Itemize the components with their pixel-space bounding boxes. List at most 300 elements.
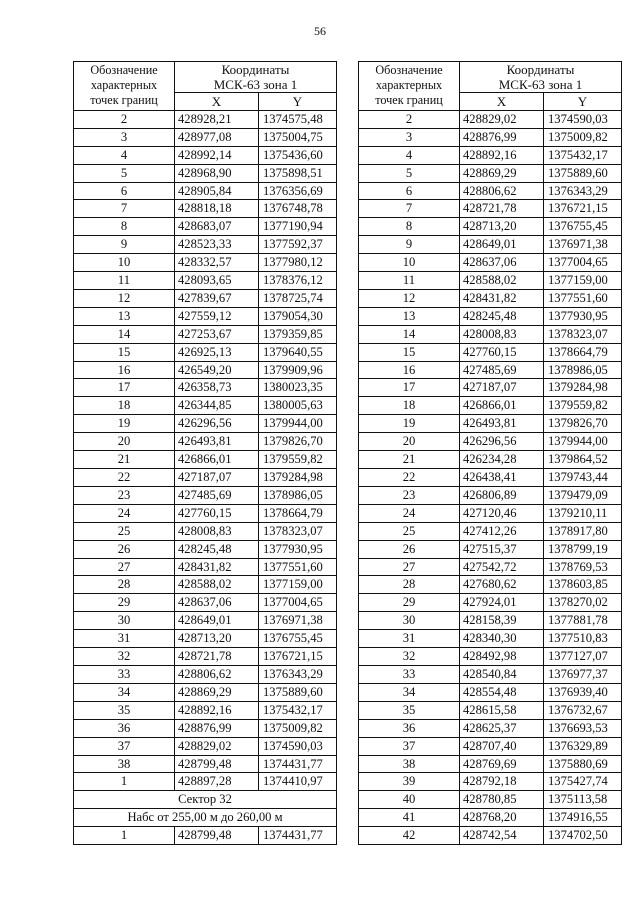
point-number: 23 [74,486,175,504]
x-value: 428792,18 [460,773,544,791]
table-row [74,540,337,558]
point-number: 32 [359,648,460,666]
table-row [359,236,622,254]
table-row [74,236,337,254]
point-number: 33 [359,665,460,683]
point-number: 6 [359,182,460,200]
point-number: 26 [74,540,175,558]
y-value: 1379944,00 [544,433,622,451]
table-row [359,630,622,648]
point-number: 30 [74,612,175,630]
table-row [359,737,622,755]
point-number: 26 [359,540,460,558]
y-value: 1377881,78 [544,612,622,630]
x-value: 426234,28 [460,451,544,469]
y-value: 1378270,02 [544,594,622,612]
table-row [359,755,622,773]
table-row [74,397,337,415]
y-value: 1375898,51 [259,164,337,182]
point-number: 4 [359,146,460,164]
y-value: 1374575,48 [259,110,337,128]
table-row [359,272,622,290]
x-value: 427924,01 [460,594,544,612]
y-value: 1377004,65 [544,254,622,272]
x-value: 428768,20 [460,809,544,827]
y-value: 1376755,45 [544,218,622,236]
point-number: 32 [74,648,175,666]
left-table-body [74,110,337,844]
x-value: 428721,78 [175,648,259,666]
x-value: 428897,28 [175,773,259,791]
x-value: 427760,15 [460,343,544,361]
x-value: 427559,12 [175,307,259,325]
header-x: X [175,93,259,111]
table-row [359,827,622,845]
y-value: 1377930,95 [259,540,337,558]
y-value: 1378664,79 [544,343,622,361]
y-value: 1379284,98 [544,379,622,397]
table-row [74,612,337,630]
point-number: 42 [359,827,460,845]
x-value: 428799,48 [175,755,259,773]
x-value: 428806,62 [175,665,259,683]
point-number: 16 [74,361,175,379]
table-row [359,648,622,666]
point-number: 31 [359,630,460,648]
point-number: 3 [74,128,175,146]
x-value: 427760,15 [175,504,259,522]
table-row [74,218,337,236]
x-value: 428780,85 [460,791,544,809]
point-number: 1 [74,827,175,845]
x-value: 428637,06 [175,594,259,612]
x-value: 426358,73 [175,379,259,397]
y-value: 1379864,52 [544,451,622,469]
point-number: 31 [74,630,175,648]
y-value: 1379640,55 [259,343,337,361]
point-number: 14 [74,325,175,343]
point-number: 19 [359,415,460,433]
point-number: 16 [359,361,460,379]
x-value: 428876,99 [175,719,259,737]
y-value: 1379944,00 [259,415,337,433]
table-row [359,254,622,272]
table-row [359,791,622,809]
table-row [359,379,622,397]
y-value: 1375432,17 [259,701,337,719]
x-value: 427839,67 [175,289,259,307]
x-value: 428245,48 [460,307,544,325]
y-value: 1379826,70 [259,433,337,451]
point-number: 37 [359,737,460,755]
y-value: 1376732,67 [544,701,622,719]
y-value: 1375004,75 [259,128,337,146]
point-number: 9 [359,236,460,254]
point-number: 34 [74,683,175,701]
table-row [74,469,337,487]
y-value: 1378323,07 [544,325,622,343]
point-number: 11 [359,272,460,290]
x-value: 426438,41 [460,469,544,487]
table-row [74,683,337,701]
y-value: 1378725,74 [259,289,337,307]
x-value: 428588,02 [175,576,259,594]
table-row [74,558,337,576]
point-number: 11 [74,272,175,290]
x-value: 428649,01 [175,612,259,630]
x-value: 428431,82 [175,558,259,576]
header-x: X [460,93,544,111]
x-value: 428008,83 [175,522,259,540]
y-value: 1374431,77 [259,827,337,845]
point-number: 35 [359,701,460,719]
table-row [359,164,622,182]
table-row [74,755,337,773]
header-points-label: Обозначение характерных точек границ [359,62,460,111]
point-number: 17 [74,379,175,397]
point-number: 25 [74,522,175,540]
x-value: 428905,84 [175,182,259,200]
y-value: 1375436,60 [259,146,337,164]
y-value: 1374590,03 [259,737,337,755]
x-value: 428892,16 [175,701,259,719]
y-value: 1377127,07 [544,648,622,666]
x-value: 426806,89 [460,486,544,504]
x-value: 428637,06 [460,254,544,272]
point-number: 8 [359,218,460,236]
table-row [359,576,622,594]
table-row [74,648,337,666]
x-value: 428158,39 [460,612,544,630]
table-row [359,128,622,146]
y-value: 1378376,12 [259,272,337,290]
y-value: 1376721,15 [259,648,337,666]
table-row [359,307,622,325]
table-row [359,809,622,827]
y-value: 1379559,82 [259,451,337,469]
y-value: 1376971,38 [259,612,337,630]
table-row [74,182,337,200]
point-number: 18 [359,397,460,415]
table-row [359,701,622,719]
y-value: 1379054,30 [259,307,337,325]
point-number: 35 [74,701,175,719]
y-value: 1375432,17 [544,146,622,164]
x-value: 428829,02 [460,110,544,128]
x-value: 428683,07 [175,218,259,236]
range-label-cell: Набс от 255,00 м до 260,00 м [74,809,337,827]
x-value: 428977,08 [175,128,259,146]
table-row [74,289,337,307]
point-number: 1 [74,773,175,791]
point-number: 19 [74,415,175,433]
x-value: 428713,20 [460,218,544,236]
x-value: 428340,30 [460,630,544,648]
table-row [359,325,622,343]
x-value: 426866,01 [460,397,544,415]
x-value: 428892,16 [460,146,544,164]
x-value: 428713,20 [175,630,259,648]
x-value: 427412,26 [460,522,544,540]
y-value: 1376721,15 [544,200,622,218]
table-row [359,594,622,612]
y-value: 1377004,65 [259,594,337,612]
point-number: 12 [359,289,460,307]
point-number: 18 [74,397,175,415]
y-value: 1379359,85 [259,325,337,343]
x-value: 427187,07 [460,379,544,397]
table-row [74,433,337,451]
table-row [359,182,622,200]
x-value: 428742,54 [460,827,544,845]
point-number: 30 [359,612,460,630]
point-number: 15 [359,343,460,361]
x-value: 428992,14 [175,146,259,164]
point-number: 27 [359,558,460,576]
y-value: 1378799,19 [544,540,622,558]
y-value: 1378664,79 [259,504,337,522]
x-value: 428245,48 [175,540,259,558]
header-coordinates: Координаты МСК-63 зона 1 [460,62,622,93]
point-number: 24 [359,504,460,522]
point-number: 2 [74,110,175,128]
point-number: 14 [359,325,460,343]
table-row [359,683,622,701]
table-row [74,415,337,433]
table-row [359,504,622,522]
point-number: 10 [359,254,460,272]
point-number: 23 [359,486,460,504]
y-value: 1374702,50 [544,827,622,845]
table-row [74,827,337,845]
x-value: 428649,01 [460,236,544,254]
table-row [74,307,337,325]
table-row [74,379,337,397]
point-number: 4 [74,146,175,164]
y-value: 1376971,38 [544,236,622,254]
table-row [74,164,337,182]
y-value: 1375889,60 [544,164,622,182]
table-row [359,146,622,164]
table-row [359,451,622,469]
table-row [359,773,622,791]
x-value: 428968,90 [175,164,259,182]
y-value: 1375889,60 [259,683,337,701]
y-value: 1375009,82 [544,128,622,146]
table-row [74,594,337,612]
table-row [359,397,622,415]
x-value: 428799,48 [175,827,259,845]
table-row [359,522,622,540]
y-value: 1380005,63 [259,397,337,415]
y-value: 1378323,07 [259,522,337,540]
y-value: 1377592,37 [259,236,337,254]
x-value: 428721,78 [460,200,544,218]
point-number: 29 [359,594,460,612]
table-row [74,773,337,791]
y-value: 1379479,09 [544,486,622,504]
x-value: 428523,33 [175,236,259,254]
y-value: 1376343,29 [259,665,337,683]
y-value: 1379743,44 [544,469,622,487]
x-value: 428492,98 [460,648,544,666]
x-value: 426493,81 [460,415,544,433]
point-number: 36 [359,719,460,737]
table-row [359,343,622,361]
y-value: 1376755,45 [259,630,337,648]
point-number: 37 [74,737,175,755]
table-row [74,522,337,540]
x-value: 428625,37 [460,719,544,737]
x-value: 428769,69 [460,755,544,773]
x-value: 426925,13 [175,343,259,361]
table-row [74,701,337,719]
table-row [74,719,337,737]
point-number: 41 [359,809,460,827]
table-row [74,361,337,379]
table-row [359,289,622,307]
y-value: 1376977,37 [544,665,622,683]
table-row [74,576,337,594]
y-value: 1375880,69 [544,755,622,773]
point-number: 6 [74,182,175,200]
x-value: 428928,21 [175,110,259,128]
y-value: 1379909,96 [259,361,337,379]
point-number: 33 [74,665,175,683]
y-value: 1378986,05 [259,486,337,504]
x-value: 427187,07 [175,469,259,487]
table-row [74,110,337,128]
point-number: 39 [359,773,460,791]
point-number: 5 [74,164,175,182]
point-number: 21 [74,451,175,469]
y-value: 1377159,00 [544,272,622,290]
x-value: 427515,37 [460,540,544,558]
x-value: 426296,56 [175,415,259,433]
x-value: 427485,69 [460,361,544,379]
table-row [359,612,622,630]
table-row [359,540,622,558]
point-number: 8 [74,218,175,236]
x-value: 428093,65 [175,272,259,290]
table-row [74,254,337,272]
y-value: 1377510,83 [544,630,622,648]
table-row [359,361,622,379]
point-number: 28 [74,576,175,594]
y-value: 1377551,60 [544,289,622,307]
x-value: 426866,01 [175,451,259,469]
point-number: 38 [359,755,460,773]
y-value: 1375113,58 [544,791,622,809]
point-number: 24 [74,504,175,522]
table-row [359,486,622,504]
x-value: 427680,62 [460,576,544,594]
point-number: 40 [359,791,460,809]
x-value: 428008,83 [460,325,544,343]
table-row [74,451,337,469]
point-number: 3 [359,128,460,146]
point-number: 13 [74,307,175,325]
table-row [359,200,622,218]
y-value: 1377551,60 [259,558,337,576]
y-value: 1376329,89 [544,737,622,755]
header-y: Y [544,93,622,111]
point-number: 7 [359,200,460,218]
table-row [74,486,337,504]
x-value: 426493,81 [175,433,259,451]
y-value: 1378986,05 [544,361,622,379]
x-value: 428588,02 [460,272,544,290]
point-number: 7 [74,200,175,218]
point-number: 22 [359,469,460,487]
x-value: 427542,72 [460,558,544,576]
point-number: 5 [359,164,460,182]
sector-label-cell: Сектор 32 [74,791,337,809]
point-number: 28 [359,576,460,594]
y-value: 1374590,03 [544,110,622,128]
range-label [74,809,337,827]
right-table-body [359,110,622,844]
left-coordinates-table [73,61,337,845]
point-number: 10 [74,254,175,272]
table-row [74,200,337,218]
x-value: 428829,02 [175,737,259,755]
y-value: 1379284,98 [259,469,337,487]
table-row [74,128,337,146]
y-value: 1376939,40 [544,683,622,701]
y-value: 1374410,97 [259,773,337,791]
x-value: 428818,18 [175,200,259,218]
header-coordinates: Координаты МСК-63 зона 1 [175,62,337,93]
y-value: 1376343,29 [544,182,622,200]
point-number: 2 [359,110,460,128]
x-value: 428431,82 [460,289,544,307]
x-value: 428869,29 [175,683,259,701]
table-row [359,433,622,451]
table-row [74,737,337,755]
y-value: 1377980,12 [259,254,337,272]
x-value: 427253,67 [175,325,259,343]
point-number: 17 [359,379,460,397]
table-row [74,343,337,361]
x-value: 426549,20 [175,361,259,379]
x-value: 428332,57 [175,254,259,272]
y-value: 1376693,53 [544,719,622,737]
page-number: 56 [314,24,326,38]
x-value: 428615,58 [460,701,544,719]
table-row [359,218,622,236]
x-value: 428540,84 [460,665,544,683]
right-coordinates-table [358,61,622,845]
x-value: 428806,62 [460,182,544,200]
point-number: 38 [74,755,175,773]
table-row [359,110,622,128]
y-value: 1377930,95 [544,307,622,325]
x-value: 426296,56 [460,433,544,451]
y-value: 1374916,55 [544,809,622,827]
point-number: 22 [74,469,175,487]
point-number: 15 [74,343,175,361]
y-value: 1375009,82 [259,719,337,737]
x-value: 427120,46 [460,504,544,522]
y-value: 1378769,53 [544,558,622,576]
table-row [74,146,337,164]
table-row [359,415,622,433]
table-row [74,504,337,522]
table-row [74,272,337,290]
y-value: 1378917,80 [544,522,622,540]
y-value: 1379210,11 [544,504,622,522]
